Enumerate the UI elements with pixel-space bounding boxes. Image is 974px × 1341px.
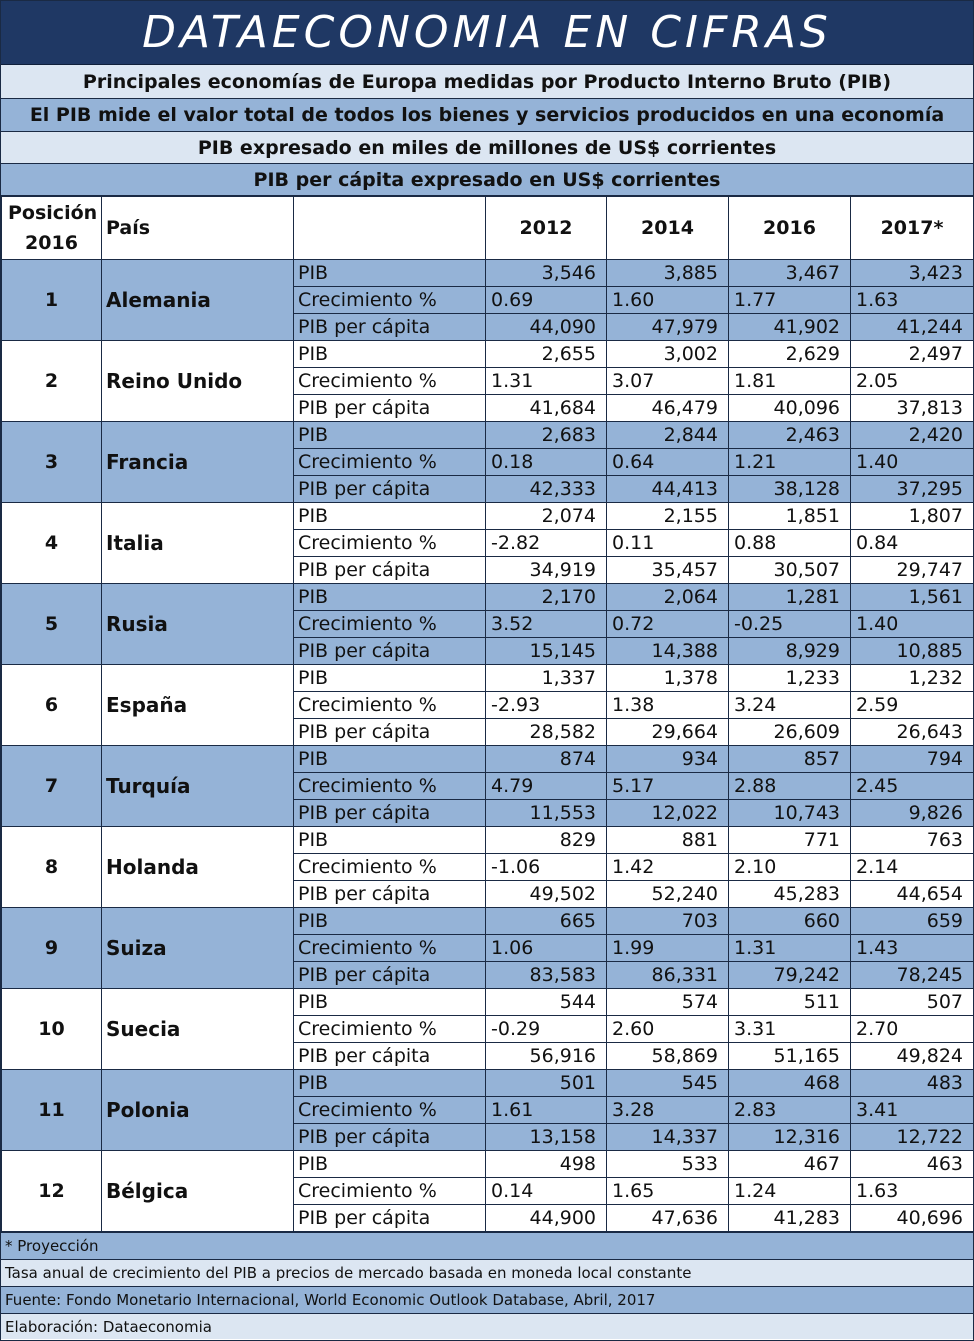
- metric-label: PIB per cápita: [294, 881, 486, 908]
- metric-label: PIB per cápita: [294, 557, 486, 584]
- metric-label: PIB per cápita: [294, 800, 486, 827]
- value-cell-growth: 1.63: [851, 287, 974, 314]
- value-cell-growth: 3.07: [607, 368, 729, 395]
- table-row: [2, 503, 974, 530]
- value-cell-percap: 79,242: [729, 962, 851, 989]
- value-cell-pib: 3,423: [851, 260, 974, 287]
- metric-label: PIB per cápita: [294, 395, 486, 422]
- metric-label: PIB per cápita: [294, 314, 486, 341]
- col-header-pais: País: [102, 197, 294, 260]
- metric-label: PIB: [294, 584, 486, 611]
- value-cell-pib: 1,233: [729, 665, 851, 692]
- rank-cell: 7: [2, 746, 102, 827]
- value-cell-percap: 44,654: [851, 881, 974, 908]
- rank-cell: 8: [2, 827, 102, 908]
- country-name: Alemania: [102, 260, 294, 341]
- value-cell-growth: 3.24: [729, 692, 851, 719]
- value-cell-growth: 3.28: [607, 1097, 729, 1124]
- value-cell-growth: 2.05: [851, 368, 974, 395]
- value-cell-percap: 37,295: [851, 476, 974, 503]
- value-cell-growth: 1.63: [851, 1178, 974, 1205]
- value-cell-percap: 12,722: [851, 1124, 974, 1151]
- value-cell-percap: 49,824: [851, 1043, 974, 1070]
- value-cell-pib: 498: [486, 1151, 607, 1178]
- value-cell-growth: 1.38: [607, 692, 729, 719]
- rank-cell: 2: [2, 341, 102, 422]
- value-cell-percap: 45,283: [729, 881, 851, 908]
- country-name: Suiza: [102, 908, 294, 989]
- value-cell-pib: 3,546: [486, 260, 607, 287]
- country-name: Suecia: [102, 989, 294, 1070]
- value-cell-growth: 0.69: [486, 287, 607, 314]
- metric-label: Crecimiento %: [294, 287, 486, 314]
- rank-cell: 4: [2, 503, 102, 584]
- value-cell-growth: 1.60: [607, 287, 729, 314]
- value-cell-percap: 26,643: [851, 719, 974, 746]
- metric-label: PIB: [294, 746, 486, 773]
- value-cell-pib: 507: [851, 989, 974, 1016]
- value-cell-pib: 2,064: [607, 584, 729, 611]
- value-cell-percap: 10,885: [851, 638, 974, 665]
- table-row: [2, 1070, 974, 1097]
- value-cell-growth: -1.06: [486, 854, 607, 881]
- value-cell-growth: 2.70: [851, 1016, 974, 1043]
- col-header-metric: [294, 197, 486, 260]
- value-cell-growth: -2.82: [486, 530, 607, 557]
- value-cell-pib: 574: [607, 989, 729, 1016]
- value-cell-pib: 1,337: [486, 665, 607, 692]
- table-row: [2, 1151, 974, 1178]
- metric-label: PIB per cápita: [294, 1124, 486, 1151]
- value-cell-percap: 78,245: [851, 962, 974, 989]
- value-cell-percap: 38,128: [729, 476, 851, 503]
- value-cell-percap: 83,583: [486, 962, 607, 989]
- value-cell-growth: 0.84: [851, 530, 974, 557]
- value-cell-percap: 11,553: [486, 800, 607, 827]
- value-cell-percap: 34,919: [486, 557, 607, 584]
- metric-label: Crecimiento %: [294, 854, 486, 881]
- value-cell-pib: 533: [607, 1151, 729, 1178]
- value-cell-percap: 26,609: [729, 719, 851, 746]
- footnote-projection: * Proyección: [1, 1232, 973, 1259]
- metric-label: Crecimiento %: [294, 692, 486, 719]
- rank-cell: 1: [2, 260, 102, 341]
- value-cell-percap: 40,096: [729, 395, 851, 422]
- value-cell-percap: 8,929: [729, 638, 851, 665]
- subtitle-units-percap: PIB per cápita expresado en US$ corrientes: [1, 164, 973, 196]
- value-cell-pib: 763: [851, 827, 974, 854]
- rank-cell: 5: [2, 584, 102, 665]
- value-cell-growth: 5.17: [607, 773, 729, 800]
- value-cell-growth: 1.65: [607, 1178, 729, 1205]
- value-cell-percap: 49,502: [486, 881, 607, 908]
- country-name: Rusia: [102, 584, 294, 665]
- metric-label: Crecimiento %: [294, 611, 486, 638]
- country-name: Italia: [102, 503, 294, 584]
- country-name: Reino Unido: [102, 341, 294, 422]
- value-cell-growth: 2.59: [851, 692, 974, 719]
- value-cell-growth: 1.06: [486, 935, 607, 962]
- col-header-2014: 2014: [607, 197, 729, 260]
- value-cell-pib: 2,629: [729, 341, 851, 368]
- subtitle-main: Principales economías de Europa medidas por Producto Interno Bruto (PIB): [1, 65, 973, 99]
- value-cell-percap: 41,902: [729, 314, 851, 341]
- table-header-row: [2, 197, 974, 260]
- value-cell-pib: 934: [607, 746, 729, 773]
- rank-cell: 11: [2, 1070, 102, 1151]
- metric-label: PIB per cápita: [294, 476, 486, 503]
- value-cell-growth: 1.77: [729, 287, 851, 314]
- country-name: España: [102, 665, 294, 746]
- value-cell-pib: 1,561: [851, 584, 974, 611]
- metric-label: Crecimiento %: [294, 1178, 486, 1205]
- value-cell-pib: 463: [851, 1151, 974, 1178]
- value-cell-percap: 52,240: [607, 881, 729, 908]
- table-row: [2, 584, 974, 611]
- value-cell-percap: 42,333: [486, 476, 607, 503]
- value-cell-percap: 44,090: [486, 314, 607, 341]
- rank-cell: 10: [2, 989, 102, 1070]
- value-cell-pib: 511: [729, 989, 851, 1016]
- value-cell-growth: 0.72: [607, 611, 729, 638]
- metric-label: PIB: [294, 989, 486, 1016]
- footnote-credit: Elaboración: Dataeconomia: [1, 1313, 973, 1339]
- metric-label: PIB per cápita: [294, 1205, 486, 1232]
- value-cell-pib: 771: [729, 827, 851, 854]
- value-cell-growth: 3.31: [729, 1016, 851, 1043]
- value-cell-pib: 1,232: [851, 665, 974, 692]
- metric-label: Crecimiento %: [294, 1097, 486, 1124]
- country-name: Polonia: [102, 1070, 294, 1151]
- table-row: [2, 422, 974, 449]
- value-cell-growth: 1.40: [851, 611, 974, 638]
- value-cell-pib: 881: [607, 827, 729, 854]
- value-cell-growth: 1.43: [851, 935, 974, 962]
- value-cell-growth: -2.93: [486, 692, 607, 719]
- value-cell-growth: 3.52: [486, 611, 607, 638]
- metric-label: Crecimiento %: [294, 1016, 486, 1043]
- metric-label: PIB: [294, 1070, 486, 1097]
- col-header-2016: 2016: [729, 197, 851, 260]
- value-cell-growth: -0.25: [729, 611, 851, 638]
- value-cell-pib: 2,170: [486, 584, 607, 611]
- country-name: Francia: [102, 422, 294, 503]
- value-cell-pib: 3,885: [607, 260, 729, 287]
- value-cell-growth: 1.24: [729, 1178, 851, 1205]
- metric-label: PIB per cápita: [294, 1043, 486, 1070]
- country-name: Holanda: [102, 827, 294, 908]
- country-name: Bélgica: [102, 1151, 294, 1232]
- col-header-2012: 2012: [486, 197, 607, 260]
- value-cell-pib: 3,467: [729, 260, 851, 287]
- value-cell-growth: 2.60: [607, 1016, 729, 1043]
- value-cell-growth: 0.64: [607, 449, 729, 476]
- metric-label: PIB: [294, 503, 486, 530]
- value-cell-percap: 58,869: [607, 1043, 729, 1070]
- value-cell-pib: 2,420: [851, 422, 974, 449]
- footnote-growth: Tasa anual de crecimiento del PIB a precios de mercado basada en moneda local constante: [1, 1259, 973, 1286]
- table-row: [2, 746, 974, 773]
- value-cell-percap: 12,316: [729, 1124, 851, 1151]
- value-cell-percap: 10,743: [729, 800, 851, 827]
- page-title: DATAECONOMIA EN CIFRAS: [1, 1, 973, 65]
- metric-label: Crecimiento %: [294, 530, 486, 557]
- value-cell-percap: 47,636: [607, 1205, 729, 1232]
- value-cell-percap: 56,916: [486, 1043, 607, 1070]
- value-cell-pib: 703: [607, 908, 729, 935]
- metric-label: PIB: [294, 260, 486, 287]
- value-cell-growth: 0.88: [729, 530, 851, 557]
- value-cell-growth: 0.14: [486, 1178, 607, 1205]
- value-cell-growth: 0.11: [607, 530, 729, 557]
- value-cell-percap: 15,145: [486, 638, 607, 665]
- value-cell-percap: 51,165: [729, 1043, 851, 1070]
- value-cell-pib: 2,155: [607, 503, 729, 530]
- value-cell-pib: 2,463: [729, 422, 851, 449]
- value-cell-pib: 2,655: [486, 341, 607, 368]
- value-cell-growth: 1.31: [729, 935, 851, 962]
- rank-cell: 3: [2, 422, 102, 503]
- value-cell-growth: 1.99: [607, 935, 729, 962]
- value-cell-pib: 3,002: [607, 341, 729, 368]
- table-row: [2, 908, 974, 935]
- table-row: [2, 341, 974, 368]
- value-cell-percap: 28,582: [486, 719, 607, 746]
- value-cell-percap: 41,283: [729, 1205, 851, 1232]
- value-cell-percap: 40,696: [851, 1205, 974, 1232]
- value-cell-growth: 1.81: [729, 368, 851, 395]
- subtitle-units-pib: PIB expresado en miles de millones de US$ corrientes: [1, 132, 973, 164]
- value-cell-percap: 47,979: [607, 314, 729, 341]
- metric-label: PIB: [294, 1151, 486, 1178]
- metric-label: PIB: [294, 341, 486, 368]
- value-cell-pib: 665: [486, 908, 607, 935]
- value-cell-pib: 2,844: [607, 422, 729, 449]
- value-cell-percap: 13,158: [486, 1124, 607, 1151]
- value-cell-percap: 14,337: [607, 1124, 729, 1151]
- rank-cell: 12: [2, 1151, 102, 1232]
- value-cell-percap: 14,388: [607, 638, 729, 665]
- value-cell-growth: -0.29: [486, 1016, 607, 1043]
- value-cell-growth: 1.31: [486, 368, 607, 395]
- value-cell-percap: 30,507: [729, 557, 851, 584]
- metric-label: PIB: [294, 827, 486, 854]
- col-header-posicion: Posición 2016: [2, 197, 102, 260]
- rank-cell: 6: [2, 665, 102, 746]
- value-cell-growth: 2.88: [729, 773, 851, 800]
- value-cell-percap: 37,813: [851, 395, 974, 422]
- value-cell-growth: 4.79: [486, 773, 607, 800]
- metric-label: PIB per cápita: [294, 638, 486, 665]
- value-cell-percap: 46,479: [607, 395, 729, 422]
- value-cell-pib: 2,497: [851, 341, 974, 368]
- country-name: Turquía: [102, 746, 294, 827]
- value-cell-growth: 3.41: [851, 1097, 974, 1124]
- table-row: [2, 989, 974, 1016]
- value-cell-pib: 794: [851, 746, 974, 773]
- value-cell-pib: 467: [729, 1151, 851, 1178]
- table-body: [2, 260, 974, 1232]
- value-cell-percap: 86,331: [607, 962, 729, 989]
- value-cell-pib: 829: [486, 827, 607, 854]
- value-cell-pib: 2,074: [486, 503, 607, 530]
- value-cell-growth: 1.21: [729, 449, 851, 476]
- col-header-2017: 2017*: [851, 197, 974, 260]
- value-cell-pib: 1,281: [729, 584, 851, 611]
- value-cell-percap: 44,900: [486, 1205, 607, 1232]
- gdp-table: [1, 196, 974, 1232]
- metric-label: Crecimiento %: [294, 368, 486, 395]
- metric-label: PIB: [294, 422, 486, 449]
- table-row: [2, 827, 974, 854]
- value-cell-pib: 1,378: [607, 665, 729, 692]
- metric-label: Crecimiento %: [294, 773, 486, 800]
- value-cell-growth: 2.45: [851, 773, 974, 800]
- value-cell-percap: 12,022: [607, 800, 729, 827]
- value-cell-pib: 659: [851, 908, 974, 935]
- value-cell-percap: 29,747: [851, 557, 974, 584]
- subtitle-definition: El PIB mide el valor total de todos los bienes y servicios producidos en una economía: [1, 99, 973, 132]
- value-cell-percap: 41,684: [486, 395, 607, 422]
- table-row: [2, 260, 974, 287]
- metric-label: Crecimiento %: [294, 449, 486, 476]
- metric-label: PIB per cápita: [294, 962, 486, 989]
- value-cell-percap: 29,664: [607, 719, 729, 746]
- value-cell-pib: 1,851: [729, 503, 851, 530]
- metric-label: PIB: [294, 908, 486, 935]
- value-cell-percap: 35,457: [607, 557, 729, 584]
- value-cell-percap: 9,826: [851, 800, 974, 827]
- value-cell-growth: 2.14: [851, 854, 974, 881]
- rank-cell: 9: [2, 908, 102, 989]
- value-cell-pib: 1,807: [851, 503, 974, 530]
- value-cell-pib: 874: [486, 746, 607, 773]
- value-cell-growth: 1.40: [851, 449, 974, 476]
- value-cell-pib: 483: [851, 1070, 974, 1097]
- value-cell-pib: 468: [729, 1070, 851, 1097]
- footnote-source: Fuente: Fondo Monetario Internacional, World Economic Outlook Database, Abril, 2017: [1, 1286, 973, 1313]
- value-cell-pib: 544: [486, 989, 607, 1016]
- value-cell-growth: 1.61: [486, 1097, 607, 1124]
- value-cell-growth: 2.83: [729, 1097, 851, 1124]
- metric-label: Crecimiento %: [294, 935, 486, 962]
- value-cell-pib: 545: [607, 1070, 729, 1097]
- metric-label: PIB per cápita: [294, 719, 486, 746]
- value-cell-pib: 660: [729, 908, 851, 935]
- value-cell-percap: 44,413: [607, 476, 729, 503]
- value-cell-pib: 501: [486, 1070, 607, 1097]
- value-cell-pib: 2,683: [486, 422, 607, 449]
- value-cell-growth: 1.42: [607, 854, 729, 881]
- value-cell-growth: 0.18: [486, 449, 607, 476]
- value-cell-growth: 2.10: [729, 854, 851, 881]
- metric-label: PIB: [294, 665, 486, 692]
- value-cell-percap: 41,244: [851, 314, 974, 341]
- value-cell-pib: 857: [729, 746, 851, 773]
- table-row: [2, 665, 974, 692]
